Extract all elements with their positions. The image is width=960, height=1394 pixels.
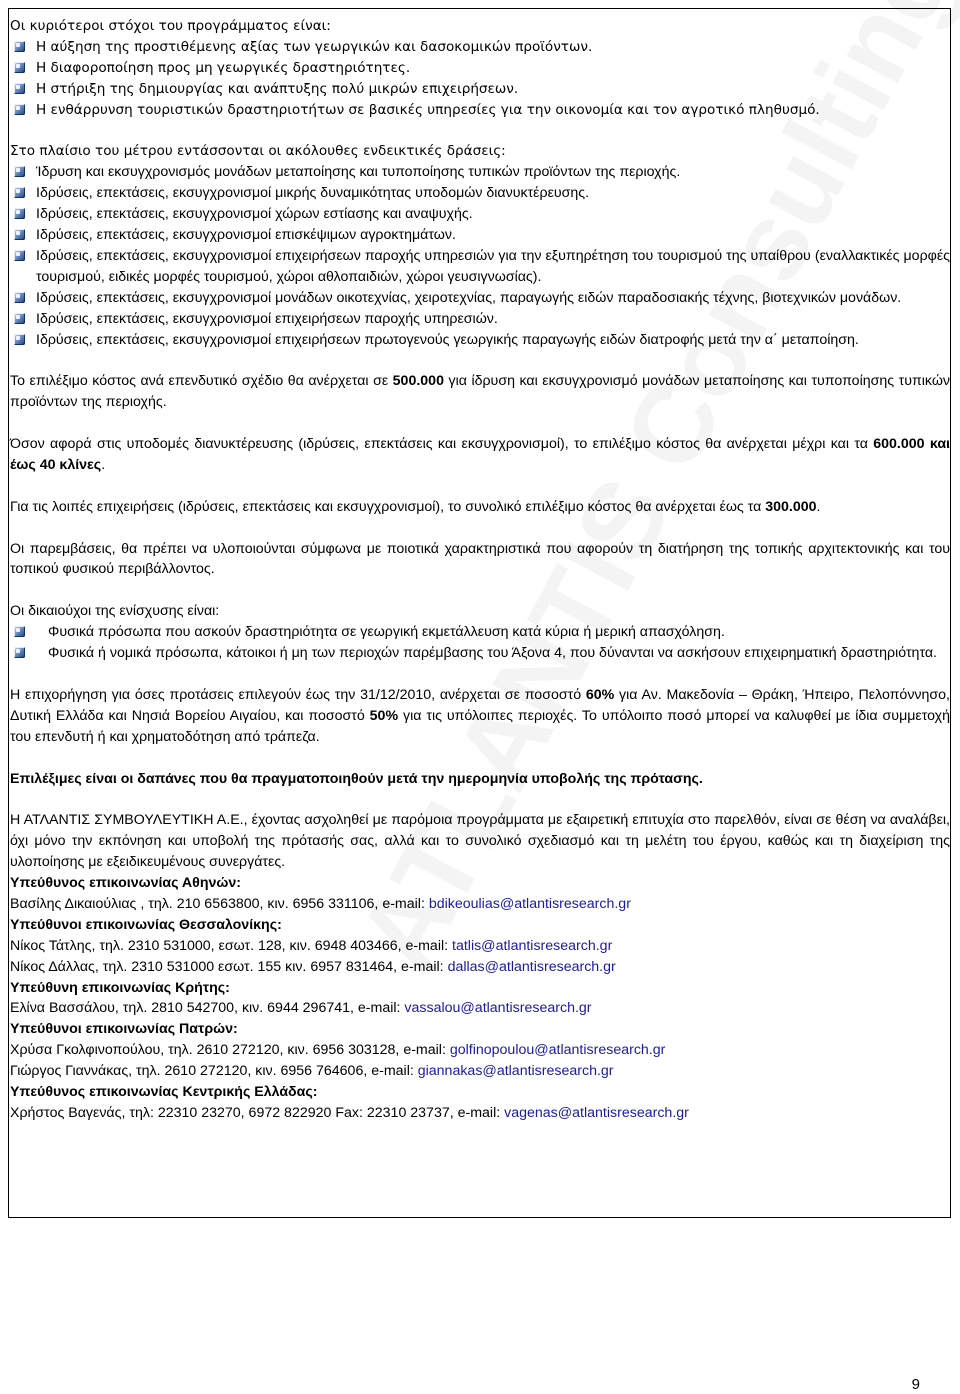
beneficiaries-list [10,622,950,664]
contact-heading: Υπεύθυνοι επικοινωνίας Πατρών: [10,1021,238,1038]
list-item [10,37,950,58]
list-item [10,100,950,121]
email-link[interactable]: vassalou@atlantisresearch.gr [404,1000,592,1017]
contact-heading: Υπεύθυνος επικοινωνίας Κεντρικής Ελλάδας: [10,1084,318,1101]
contact-line [10,957,950,978]
list-item [10,622,950,643]
contact-details: Βασίλης Δικαιούλιας , τηλ. 210 6563800, κιν. 6956 331106, e-mail: [10,895,429,912]
list-item [10,288,950,309]
bullet-icon [14,41,25,52]
list-item-text: Η ενθάρρυνση τουριστικών δραστηριοτήτων σε βασικές υπηρεσίες για την οικονομία και τον αγροτικό πληθυσμό. [36,101,820,118]
document-body [10,16,950,1124]
list-item-text: Φυσικά πρόσωπα που ασκούν δραστηριότητα σε γεωργική εκμετάλλευση κατά κύρια ή μερική απασχόληση. [48,624,725,641]
bullet-icon [14,334,25,345]
contact-line [10,1103,950,1124]
bullet-icon [14,292,25,303]
contact-line [10,998,950,1019]
list-item-text: Ιδρύσεις, επεκτάσεις, εκσυγχρονισμοί επιχειρήσεων πρωτογενούς γεωργικής παραγωγής ειδών διατροφής μετά την α΄ μεταποίηση. [36,331,859,348]
actions-title: Στο πλαίσιο του μέτρου εντάσσονται οι ακόλουθες ενδεικτικές δράσεις: [10,143,506,160]
email-link[interactable]: bdikeoulias@atlantisresearch.gr [428,895,631,912]
list-item [10,309,950,330]
list-item-text: Η διαφοροποίηση προς μη γεωργικές δραστηριότητες. [36,59,411,76]
cost-paragraph-2: Όσον αφορά στις υποδομές διανυκτέρευσης (ιδρύσεις, επεκτάσεις και εκσυγχρονισμοί), το επιλέξιμο κόστος θα ανέρχεται μέχρι και τα 600.000 και έως 40 κλίνες. [10,436,950,473]
list-item [10,204,950,225]
list-item [10,79,950,100]
contact-heading: Υπεύθυνοι επικοινωνίας Θεσσαλονίκης: [10,916,282,933]
contact-heading: Υπεύθυνος επικοινωνίας Αθηνών: [10,875,241,892]
cost-paragraph-3: Για τις λοιπές επιχειρήσεις (ιδρύσεις, επεκτάσεις και εκσυγχρονισμοί), το συνολικό επιλέξιμο κόστος θα ανέρχεται έως τα 300.000. [10,498,821,515]
list-item [10,643,950,664]
bullet-icon [14,166,25,177]
bullet-icon [14,229,25,240]
list-item-text: Ίδρυση και εκσυγχρονισμός μονάδων μεταποίησης και τυποποίησης τυπικών προϊόντων της περιοχής. [36,164,681,181]
cost-paragraph-1: Το επιλέξιμο κόστος ανά επενδυτικό σχέδιο θα ανέρχεται σε 500.000 για ίδρυση και εκσυγχρονισμό μονάδων μεταποίησης και τυποποίησης τυπικών προϊόντων της περιοχής. [10,373,950,411]
contact-line [10,1040,950,1061]
contact-details: Χρήστος Βαγενάς, τηλ: 22310 23270, 6972 822920 Fax: 22310 23737, e-mail: [10,1104,505,1121]
email-link[interactable]: giannakas@atlantisresearch.gr [417,1063,614,1080]
email-link[interactable]: golfinopoulou@atlantisresearch.gr [449,1042,666,1059]
list-item-text: Ιδρύσεις, επεκτάσεις, εκσυγχρονισμοί επιχειρήσεων παροχής υπηρεσιών για την εξυπηρέτηση του τουρισμού της υπαίθρου (εναλλακτικές μορφές τουρισμού, ειδικές μορφές τουρισμού, χώροι αθλοπαιδιών, χώροι γευσιγνωσίας). [36,247,950,285]
contact-details: Νίκος Δάλλας, τηλ. 2310 531000 εσωτ. 155 κιν. 6957 831464, e-mail: [10,958,448,975]
contact-details: Ελίνα Βασσάλου, τηλ. 2810 542700, κιν. 6944 296741, e-mail: [10,1000,405,1017]
interventions-paragraph: Οι παρεμβάσεις, θα πρέπει να υλοποιούνται σύμφωνα με ποιοτικά χαρακτηριστικά που αφορούν τη διατήρηση της τοπικής αρχιτεκτονικής και του τοπικού φυσικού περιβάλλοντος. [10,540,950,578]
bullet-icon [14,250,25,261]
contacts-section [10,873,950,1124]
eligible-expenses-note: Επιλέξιμες είναι οι δαπάνες που θα πραγματοποιηθούν μετά την ημερομηνία υποβολής της πρότασης. [10,770,703,787]
list-item-text: Η αύξηση της προστιθέμενης αξίας των γεωργικών και δασοκομικών προϊόντων. [36,38,593,55]
list-item [10,225,950,246]
bullet-icon [14,313,25,324]
contact-details: Νίκος Τάτλης, τηλ. 2310 531000, εσωτ. 128, κιν. 6948 403466, e-mail: [10,937,453,954]
beneficiaries-title: Οι δικαιούχοι της ενίσχυσης είναι: [10,603,220,620]
objectives-section [10,16,950,121]
list-item-text: Φυσικά ή νομικά πρόσωπα, κάτοικοι ή μη των περιοχών παρέμβασης του Άξονα 4, που δύνανται να ασκήσουν επιχειρηματική δραστηριότητα. [48,645,937,662]
bullet-icon [14,187,25,198]
email-link[interactable]: vagenas@atlantisresearch.gr [504,1104,689,1121]
list-item [10,183,950,204]
contact-heading: Υπεύθυνη επικοινωνίας Κρήτης: [10,979,230,996]
list-item [10,330,950,351]
objectives-title: Οι κυριότεροι στόχοι του προγράμματος είναι: [10,18,331,34]
list-item-text: Ιδρύσεις, επεκτάσεις, εκσυγχρονισμοί μονάδων οικοτεχνίας, χειροτεχνίας, παραγωγής ειδών παραδοσιακής τέχνης, βιοτεχνικών μονάδων. [36,289,902,306]
page-number: 9 [911,1376,920,1393]
list-item-text: Ιδρύσεις, επεκτάσεις, εκσυγχρονισμοί επιχειρήσεων παροχής υπηρεσιών. [36,310,498,327]
list-item-text: Ιδρύσεις, επεκτάσεις, εκσυγχρονισμοί μικρής δυναμικότητας υποδομών διανυκτέρευσης. [36,185,590,202]
actions-section [10,141,950,162]
contact-line [10,894,950,915]
company-paragraph: Η ΑΤΛΑΝΤΙΣ ΣΥΜΒΟΥΛΕΥΤΙΚΗ Α.Ε., έχοντας ασχοληθεί με παρόμοια προγράμματα με εξαιρετική επιτυχία στο παρελθόν, είναι σε θέση να αναλάβει, όχι μόνο την εκπόνηση και υποβολή της πρότασής σας, αλλά και το συνολικό σχεδιασμό και τη μελέτη του έργου, καθώς και τη διαχείριση της υλοποίησης με εξειδικευμένους συνεργάτες. [10,812,950,871]
contact-details: Χρύσα Γκολφινοπούλου, τηλ. 2610 272120, κιν. 6956 303128, e-mail: [10,1042,450,1059]
list-item-text: Ιδρύσεις, επεκτάσεις, εκσυγχρονισμοί επισκέψιμων αγροκτημάτων. [36,227,456,244]
grant-paragraph: Η επιχορήγηση για όσες προτάσεις επιλεγούν έως την 31/12/2010, ανέρχεται σε ποσοστό 60% για Αν. Μακεδονία – Θράκη, Ήπειρο, Πελοπόννησο, Δυτική Ελλάδα και Νησιά Βορείου Αιγαίου, και ποσοστό 50% για τις υπόλοιπες περιοχές. Το υπόλοιπο ποσό μπορεί να καλυφθεί με ίδια συμμετοχή του επενδυτή ή και χρηματοδότηση από τράπεζα. [10,686,950,745]
email-link[interactable]: dallas@atlantisresearch.gr [447,958,616,975]
actions-list [10,162,950,350]
list-item-text: Ιδρύσεις, επεκτάσεις, εκσυγχρονισμοί χώρων εστίασης και αναψυχής. [36,206,473,223]
bullet-icon [14,626,25,637]
list-item [10,162,950,183]
bullet-icon [14,208,25,219]
bullet-icon [14,104,25,115]
list-item [10,246,950,288]
bullet-icon [14,83,25,94]
list-item [10,58,950,79]
list-item-text: Η στήριξη της δημιουργίας και ανάπτυξης πολύ μικρών επιχειρήσεων. [36,80,519,97]
email-link[interactable]: tatlis@atlantisresearch.gr [452,937,613,954]
contact-details: Γιώργος Γιαννάκας, τηλ. 2610 272120, κιν. 6956 764606, e-mail: [10,1063,418,1080]
bullet-icon [14,62,25,73]
contact-line [10,936,950,957]
contact-line [10,1061,950,1082]
objectives-list [10,37,950,121]
bullet-icon [14,647,25,658]
